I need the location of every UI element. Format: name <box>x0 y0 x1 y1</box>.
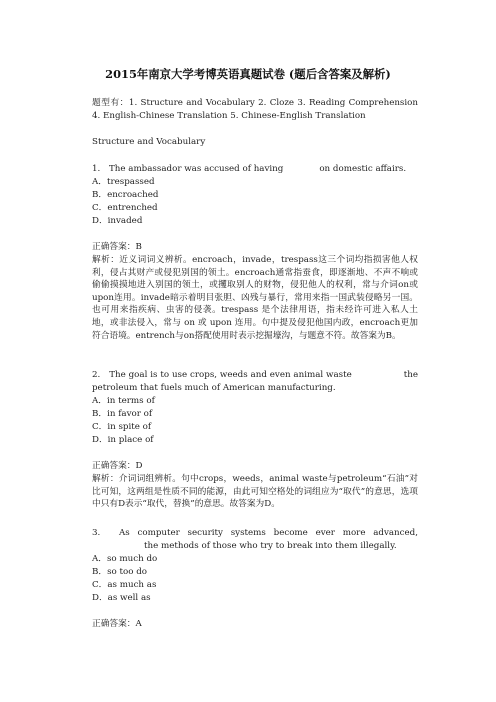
section-heading: Structure and Vocabulary <box>92 137 206 147</box>
question-1-stem <box>92 163 406 176</box>
question-2-explanation: 解析：介词词组辨析。句中crops，weeds，animal waste与petroleum“石油”对比可知，这两组是性质不同的能源，由此可知空格处的词组应为“取代”的意思，选项中只有D表示“取代，替换”的意思。故答案为D。 <box>92 474 418 510</box>
question-2-stem <box>92 369 418 394</box>
question-3-answer: 正确答案：A <box>92 619 142 629</box>
question-3-stem <box>92 527 418 552</box>
question-3-stem-end: the methods of those who try to break into them illegally. <box>144 540 397 551</box>
question-2-option-d: D．in place of <box>92 435 154 445</box>
question-3-option-c: C．as much as <box>92 580 157 590</box>
question-1-option-b: B．encroached <box>92 190 159 200</box>
question-1-stem-end: on domestic affairs. <box>319 164 407 174</box>
question-1-option-c: C．entrenched <box>92 203 158 213</box>
question-3-stem-start: 3. As computer security systems become ever more advanced, <box>92 528 418 538</box>
question-1-stem-start: 1. The ambassador was accused of having <box>92 164 284 174</box>
question-2-option-c: C．in spite of <box>92 422 152 432</box>
question-3-option-d: D．as well as <box>92 593 151 603</box>
question-1-explanation: 解析：近义词词义辨析。encroach，invade，trespass这三个词均指损害他人权利，侵占其财产或侵犯别国的领土。encroach通常指蚕食，即逐渐地、不声不响或偷偷摸摸地进入别国的领土，或攫取别人的财物，侵犯他人的权利，常与介词on或upon连用。invade暗示着明目张胆、凶残与暴行，常用来指一国武装侵略另一国。也可用来指疾病、虫害的侵袭。trespass 是个法律用语，指未经许可进入私人土地，或非法侵入，常与 on 或 upon 连用。句中提及侵犯他国内政，encroach更加符合语境。entrench与on搭配使用时表示挖掘壕沟，与题意不符。故答案为B。 <box>92 255 418 341</box>
question-1-answer: 正确答案：B <box>92 242 142 252</box>
question-2-stem-end: the petroleum that fuels much of American manufacturing. <box>92 370 418 393</box>
question-2-option-b: B．in favor of <box>92 409 153 419</box>
question-3-option-b: B．so too do <box>92 567 148 577</box>
question-1-option-a: A．trespassed <box>92 177 155 187</box>
question-2-option-a: A．in terms of <box>92 396 155 406</box>
question-types-intro: 题型有：1. Structure and Vocabulary 2. Cloze 3. Reading Comprehension 4. English-Chinese Translation 5. Chinese-English Translation <box>92 98 418 121</box>
question-3-option-a: A．so much do <box>92 554 158 564</box>
document-title: 2015年南京大学考博英语真题试卷 (题后含答案及解析) <box>105 67 391 81</box>
question-2-answer: 正确答案：D <box>92 461 143 471</box>
question-2-stem-start: 2. The goal is to use crops, weeds and even animal waste <box>92 370 352 380</box>
question-1-option-d: D．invaded <box>92 216 143 226</box>
